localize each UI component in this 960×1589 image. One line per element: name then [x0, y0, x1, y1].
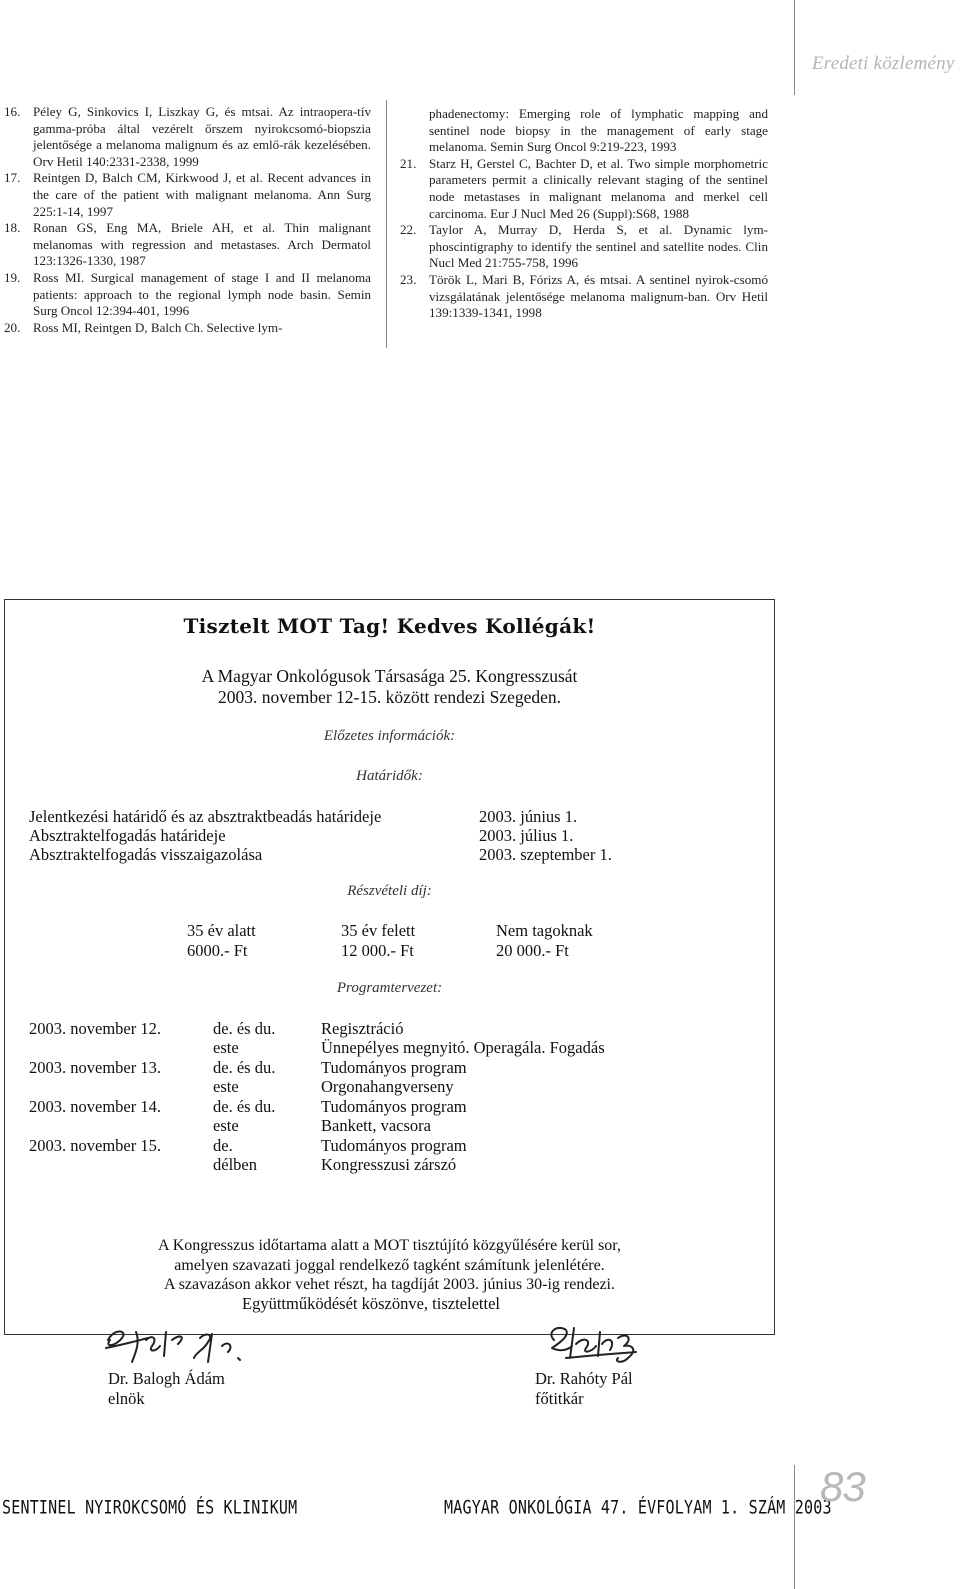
references-left-column: [4, 104, 371, 336]
reference-text: Ross MI. Surgical management of stage I and II melanoma patients: approach to the regional lymph node basin. Semin Surg Oncol 12:394-401, 1996: [33, 269, 371, 319]
section-label: Eredeti közlemény: [812, 53, 955, 74]
reference-text: Starz H, Gerstel C, Bachter D, et al. Two simple morphometric parameters permit a clinically relevant staging of the sentinel node metastases in malignant melanoma and merkel cell carcinoma. Eur J Nucl Med 26 (Suppl):S68, 1988: [429, 155, 768, 221]
reference-number: 16.: [4, 104, 21, 119]
reference-number: 21.: [400, 155, 417, 171]
program-date: 2003. november 14.: [29, 1097, 161, 1116]
program-heading: Programtervezet:: [336, 980, 443, 996]
closing-line: A Kongresszus időtartama alatt a MOT tisztújító közgyűlésére kerül sor,: [158, 1237, 621, 1254]
program-event: Tudományos program: [321, 1136, 467, 1155]
deadline-date: 2003. szeptember 1.: [479, 845, 612, 864]
reference-number: 20.: [4, 319, 21, 335]
reference-text: Török L, Mari B, Fórizs A, és mtsai. A sentinel nyirok-csomó vizsgálatának jelentősége melanoma malignum-ban. Orv Hetil 139:1339-1341, 1998: [429, 271, 768, 321]
announcement-intro: [5, 666, 774, 708]
reference-text: Ronan GS, Eng MA, Briele AH, et al. Thin malignant melanomas with regression and metastases. Arch Dermatol 123:1326-1330, 1987: [33, 220, 371, 269]
reference-continuation: phadenectomy: Emerging role of lymphatic mapping and sentinel node biopsy in the management of early stage melanoma. Semin Surg Oncol 9:219-223, 1993: [429, 106, 768, 155]
signature-balogh-image: [96, 1322, 256, 1370]
reference-item: [400, 272, 768, 322]
closing-text: [5, 1236, 774, 1295]
thanks-line: Együttműködését köszönve, tisztelettel: [242, 1294, 500, 1313]
program-time: de. és du.: [213, 1097, 276, 1116]
program-event: Ünnepélyes megnyitó. Operagála. Fogadás: [321, 1038, 605, 1057]
deadline-label: Absztraktelfogadás határideje: [29, 826, 226, 845]
signatory-role: főtitkár: [535, 1389, 584, 1408]
signatory-name: Dr. Rahóty Pál: [535, 1369, 633, 1388]
fee-category: Nem tagoknak: [496, 921, 593, 940]
reference-number: 19.: [4, 269, 21, 285]
reference-item: [4, 104, 371, 170]
reference-item: [4, 220, 371, 270]
fee-amount: 12 000.- Ft: [341, 941, 414, 960]
program-event: Tudományos program: [321, 1058, 467, 1077]
program-date: 2003. november 15.: [29, 1136, 161, 1155]
reference-number: 23.: [400, 271, 417, 287]
closing-line: A szavazáson akkor vehet részt, ha tagdíját 2003. június 30-ig rendezi.: [164, 1276, 615, 1293]
program-event: Orgonahangverseny: [321, 1077, 454, 1096]
fee-category: 35 év felett: [341, 921, 416, 940]
footer-rule: [794, 1465, 795, 1589]
reference-number: 17.: [4, 170, 21, 186]
fee-amount: 20 000.- Ft: [496, 941, 569, 960]
references-right-column: [400, 106, 768, 322]
closing-line: amelyen szavazati joggal rendelkező tagként számítunk jelenlétére.: [174, 1256, 605, 1274]
signatory-president: [108, 1369, 225, 1409]
header-rule: [794, 0, 795, 95]
program-date: 2003. november 13.: [29, 1058, 161, 1077]
reference-text: Reintgen D, Balch CM, Kirkwood J, et al. Recent advances in the care of the patient with malignant melanoma. Ann Surg 225:1-14, 1997: [33, 170, 371, 219]
fee-category: 35 év alatt: [187, 921, 256, 940]
program-time: de.: [213, 1136, 233, 1155]
program-time: este: [213, 1116, 239, 1135]
signatory-secretary: [535, 1369, 633, 1409]
signatory-role: elnök: [108, 1389, 145, 1408]
reference-item: [400, 156, 768, 222]
program-time: de. és du.: [213, 1019, 276, 1038]
page-number: 83: [820, 1463, 865, 1510]
reference-item: [4, 320, 371, 337]
program-time: este: [213, 1077, 239, 1096]
program-event: Kongresszusi zárszó: [321, 1155, 457, 1174]
intro-line: 2003. november 12-15. között rendezi Szegeden.: [217, 687, 562, 707]
reference-item: [400, 222, 768, 272]
announcement-title: Tisztelt MOT Tag! Kedves Kollégák!: [183, 614, 596, 638]
signatory-name: Dr. Balogh Ádám: [108, 1369, 225, 1388]
program-date: 2003. november 12.: [29, 1019, 161, 1038]
deadline-label: Jelentkezési határidő és az absztraktbeadás határideje: [29, 807, 382, 826]
signature-rahoty-image: [540, 1318, 650, 1372]
reference-item: [4, 170, 371, 220]
reference-number: 22.: [400, 222, 417, 238]
program-time: délben: [213, 1155, 257, 1174]
program-event: Bankett, vacsora: [321, 1116, 431, 1135]
deadline-date: 2003. július 1.: [479, 826, 574, 845]
program-event: Regisztráció: [321, 1019, 404, 1038]
intro-line: A Magyar Onkológusok Társasága 25. Kongresszusát: [201, 666, 578, 686]
fee-amount: 6000.- Ft: [187, 941, 248, 960]
reference-number: 18.: [4, 220, 21, 236]
deadlines-heading: Határidők:: [356, 768, 423, 784]
reference-text: Taylor A, Murray D, Herda S, et al. Dynamic lym-phoscintigraphy to identify the sentinel and satellite nodes. Clin Nucl Med 21:755-758, 1996: [429, 222, 768, 271]
program-time: este: [213, 1038, 239, 1057]
fee-heading: Részvételi díj:: [347, 883, 432, 899]
footer-left-title: SENTINEL NYIROKCSOMÓ ÉS KLINIKUM: [2, 1496, 298, 1519]
prelim-heading: Előzetes információk:: [323, 728, 456, 744]
program-time: de. és du.: [213, 1058, 276, 1077]
reference-text: Péley G, Sinkovics I, Liszkay G, és mtsai. Az intraopera-tív gamma-próba által vezérelt őrszem nyirokcsomó-biopszia jelentősége a melanoma malignum és az emlő-rák kezelésében. Orv Hetil 140:2331-2338, 1999: [33, 104, 371, 169]
reference-text: Ross MI, Reintgen D, Balch Ch. Selective lym-: [33, 319, 283, 335]
footer-journal-info: MAGYAR ONKOLÓGIA 47. ÉVFOLYAM 1. SZÁM 2003: [444, 1496, 832, 1519]
program-event: Tudományos program: [321, 1097, 467, 1116]
congress-announcement-box: [4, 599, 775, 1335]
column-divider: [386, 100, 387, 348]
deadline-date: 2003. június 1.: [479, 807, 578, 826]
deadline-label: Absztraktelfogadás visszaigazolása: [29, 845, 263, 864]
reference-item: [4, 270, 371, 320]
